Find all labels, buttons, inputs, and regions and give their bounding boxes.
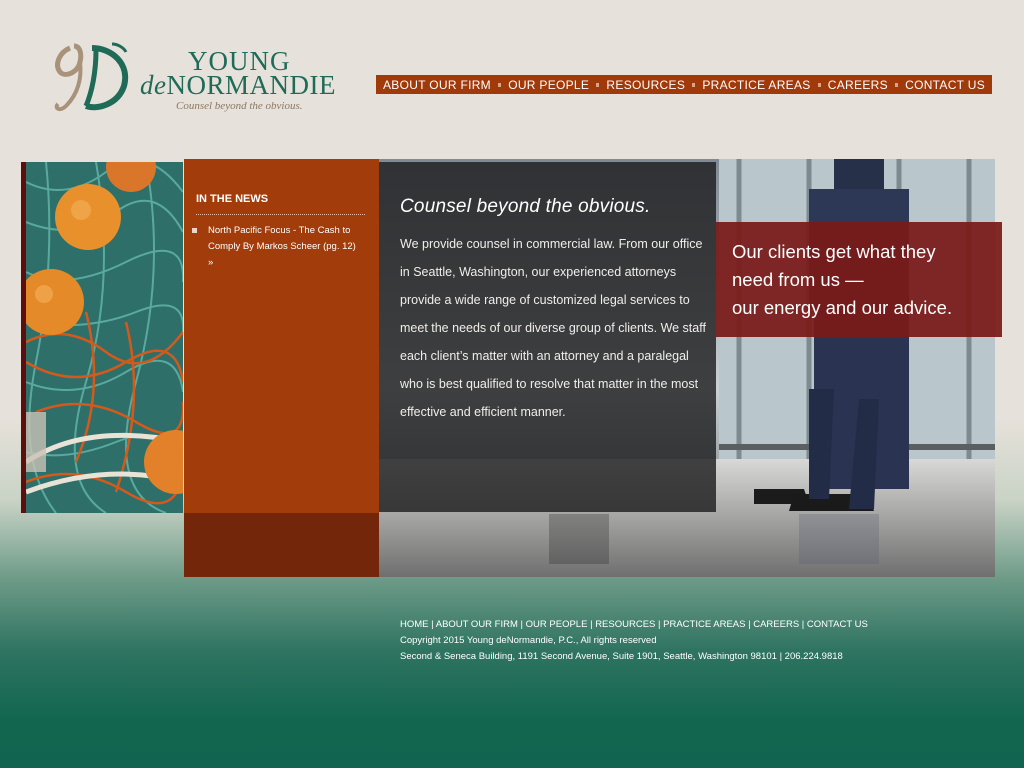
fishing-nets-photo <box>26 162 183 513</box>
news-panel-footer-block <box>184 513 379 577</box>
footer-link-resources[interactable]: RESOURCES <box>595 619 656 630</box>
news-divider <box>196 214 365 215</box>
logo-tagline: Counsel beyond the obvious. <box>176 100 303 112</box>
footer-link-our-people[interactable]: OUR PEOPLE <box>525 619 588 630</box>
nav-practice-areas[interactable]: PRACTICE AREAS <box>702 77 811 92</box>
nav-careers[interactable]: CAREERS <box>827 77 888 92</box>
nav-our-people[interactable]: OUR PEOPLE <box>508 77 590 92</box>
footer-link-careers[interactable]: CAREERS <box>753 619 800 630</box>
quote-line-2: need from us — <box>732 269 864 290</box>
footer-address: Second & Seneca Building, 1191 Second Avenue, Suite 1901, Seattle, Washington 98101 | 206.224.9818 <box>400 651 843 662</box>
site-footer <box>400 617 868 665</box>
site-logo[interactable] <box>52 42 342 117</box>
quote-line-3: our energy and our advice. <box>732 297 953 318</box>
footer-separator: | <box>587 619 596 630</box>
footer-separator: | <box>655 619 664 630</box>
footer-link-about-our-firm[interactable]: ABOUT OUR FIRM <box>435 619 518 630</box>
footer-separator: | <box>745 619 754 630</box>
intro-body-text: We provide counsel in commercial law. From our office in Seattle, Washington, our experienced attorneys provide a wide range of customized legal services to meet the needs of our diverse group of clients. We staff each client’s matter with an attorney and a paralegal who is best qualified to resolve that matter in the most effective and efficient manner. <box>400 237 706 419</box>
main-navigation <box>376 75 992 94</box>
footer-links <box>400 617 868 633</box>
logo-name-prefix: de <box>140 70 167 100</box>
quote-panel <box>716 222 1002 337</box>
quote-line-1: Our clients get what they <box>732 241 936 262</box>
logo-name-line2 <box>140 70 336 101</box>
footer-separator: | <box>799 619 807 630</box>
footer-separator: | <box>517 619 526 630</box>
footer-copyright: Copyright 2015 Young deNormandie, P.C., All rights reserved <box>400 635 657 646</box>
intro-heading: Counsel beyond the obvious. <box>400 196 651 217</box>
footer-link-practice-areas[interactable]: PRACTICE AREAS <box>663 619 746 630</box>
footer-separator: | <box>428 619 436 630</box>
news-heading: IN THE NEWS <box>196 193 269 205</box>
nav-contact-us[interactable]: CONTACT US <box>905 77 986 92</box>
quote-text <box>732 238 994 322</box>
nav-resources[interactable]: RESOURCES <box>606 77 686 92</box>
intro-panel <box>379 162 716 512</box>
footer-link-home[interactable]: HOME <box>400 619 429 630</box>
logo-name-rest: NORMANDIE <box>166 70 336 100</box>
logo-name-line1: YOUNG <box>188 46 291 76</box>
footer-link-contact-us[interactable]: CONTACT US <box>806 619 868 630</box>
news-article-link[interactable]: North Pacific Focus - The Cash to Comply By Markos Scheer (pg. 12) » <box>208 225 356 268</box>
logo-monogram-icon <box>52 42 132 114</box>
bullet-icon <box>192 228 197 233</box>
fishing-nets-illustration <box>26 162 183 513</box>
nav-about-our-firm[interactable]: ABOUT OUR FIRM <box>383 77 491 92</box>
